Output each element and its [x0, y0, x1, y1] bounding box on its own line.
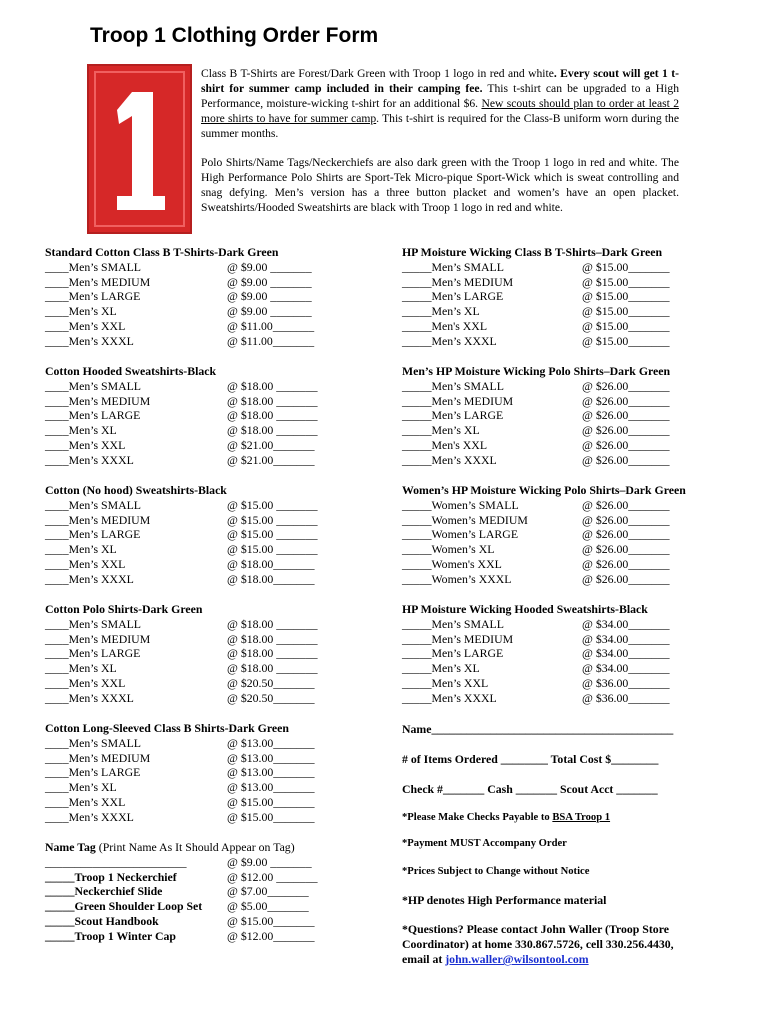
item-size-label: _____Women’s XL — [402, 542, 495, 557]
item-price: @ $15.00 _______ — [227, 497, 318, 512]
order-line-item[interactable] — [45, 810, 315, 825]
order-line-item[interactable] — [402, 423, 670, 438]
misc-item-price: @ $5.00_______ — [227, 899, 309, 914]
item-price: @ $26.00_______ — [582, 542, 670, 557]
order-line-item[interactable] — [45, 453, 318, 468]
item-price: @ $26.00_______ — [582, 408, 670, 423]
right-section-3 — [402, 602, 670, 706]
order-line-item[interactable] — [402, 260, 670, 275]
item-size-label: ____Men’s XXXL — [45, 333, 134, 348]
order-line-item[interactable] — [402, 676, 670, 691]
order-line-item[interactable] — [45, 408, 318, 423]
left-section-2 — [45, 483, 318, 587]
right-section-1 — [402, 364, 670, 468]
item-price: @ $34.00_______ — [582, 661, 670, 676]
order-line-item[interactable] — [402, 289, 670, 304]
item-size-label: ____Men’s SMALL — [45, 259, 142, 274]
order-line-item[interactable] — [402, 275, 670, 290]
order-line-item[interactable] — [45, 498, 318, 513]
item-size-label: _____Men’s XL — [402, 661, 480, 676]
intro-paragraph-2: Polo Shirts/Name Tags/Neckerchiefs are also dark green with the Troop 1 logo in red and white. The High Performance Polo Shirts are Sport-Tek Micro-pique Sport-Wick which is sweat controlling and snag defying. Men’s version has a three button placket and women’s have an open placket. Sweatshirts/Hooded Sweatshirts are black with Troop 1 logo in red and white. — [201, 156, 679, 214]
item-size-label: ____Men’s MEDIUM — [45, 750, 151, 765]
order-line-item[interactable] — [402, 542, 686, 557]
order-line-item[interactable] — [45, 795, 315, 810]
order-line-item[interactable] — [45, 765, 315, 780]
order-line-item[interactable] — [402, 379, 670, 394]
section-heading: HP Moisture Wicking Class B T-Shirts–Dark Green — [402, 245, 663, 259]
misc-item-label: _____Green Shoulder Loop Set — [45, 899, 203, 914]
order-line-item[interactable] — [45, 289, 314, 304]
item-size-label: ____Men’s MEDIUM — [45, 512, 151, 527]
item-size-label: ____Men’s XL — [45, 542, 117, 557]
item-price: @ $15.00_______ — [582, 259, 670, 274]
right-section-2 — [402, 483, 686, 587]
item-size-label: ____Men’s MEDIUM — [45, 393, 151, 408]
misc-item-price: @ $12.00_______ — [227, 928, 315, 943]
payment-method-field[interactable]: Check #_______ Cash _______ Scout Acct _______ — [402, 782, 658, 796]
item-size-label: _____Men’s XXXL — [402, 452, 497, 467]
item-price: @ $26.00_______ — [582, 571, 670, 586]
misc-item-label: _____Troop 1 Winter Cap — [45, 928, 176, 943]
item-price: @ $15.00_______ — [582, 318, 670, 333]
item-price: @ $9.00 _______ — [227, 304, 312, 319]
item-size-label: ____Men’s LARGE — [45, 527, 141, 542]
item-size-label: ____Men’s XXL — [45, 675, 126, 690]
item-price: @ $18.00 _______ — [227, 616, 318, 631]
payment-note: *Payment MUST Accompany Order — [402, 838, 567, 849]
order-line-item[interactable] — [402, 408, 670, 423]
item-price: @ $18.00 _______ — [227, 393, 318, 408]
misc-line-item[interactable] — [45, 870, 318, 885]
item-size-label: ____Men’s XXXL — [45, 571, 134, 586]
item-price: @ $13.00_______ — [227, 735, 315, 750]
item-price: @ $15.00_______ — [582, 304, 670, 319]
item-price: @ $15.00 _______ — [227, 542, 318, 557]
item-price: @ $18.00 _______ — [227, 423, 318, 438]
order-line-item[interactable] — [45, 513, 318, 528]
item-size-label: _____Men’s SMALL — [402, 616, 504, 631]
troop-1-patch-logo — [87, 64, 192, 234]
order-line-item[interactable] — [402, 632, 670, 647]
item-price: @ $26.00_______ — [582, 512, 670, 527]
order-line-item[interactable] — [45, 423, 318, 438]
order-line-item[interactable] — [45, 260, 314, 275]
item-price: @ $15.00_______ — [227, 809, 315, 824]
item-price: @ $15.00_______ — [582, 289, 670, 304]
order-line-item[interactable] — [402, 513, 686, 528]
item-price: @ $18.00 _______ — [227, 408, 318, 423]
item-size-label: ____Men’s SMALL — [45, 735, 142, 750]
order-line-item[interactable] — [45, 527, 318, 542]
item-price: @ $18.00_______ — [227, 571, 315, 586]
order-line-item[interactable] — [402, 453, 670, 468]
misc-line-item[interactable] — [45, 929, 318, 944]
item-size-label: ____Men’s XXL — [45, 437, 126, 452]
item-size-label: ____Men’s XXXL — [45, 809, 134, 824]
order-line-item[interactable] — [45, 632, 318, 647]
misc-item-price: @ $9.00 _______ — [227, 854, 312, 869]
order-line-item[interactable] — [402, 617, 670, 632]
item-price: @ $18.00 _______ — [227, 631, 318, 646]
order-line-item[interactable] — [45, 304, 314, 319]
order-line-item[interactable] — [45, 275, 314, 290]
item-price: @ $15.00 _______ — [227, 512, 318, 527]
item-size-label: ____Men’s XL — [45, 304, 117, 319]
order-line-item[interactable] — [402, 334, 670, 349]
item-size-label: _____Women’s LARGE — [402, 527, 519, 542]
item-price: @ $21.00_______ — [227, 437, 315, 452]
item-price: @ $13.00_______ — [227, 765, 315, 780]
order-line-item[interactable] — [45, 646, 318, 661]
item-size-label: _____Men’s LARGE — [402, 289, 504, 304]
section-heading: Women’s HP Moisture Wicking Polo Shirts–Dark Green — [402, 483, 686, 497]
item-price: @ $15.00_______ — [582, 333, 670, 348]
item-price: @ $18.00_______ — [227, 556, 315, 571]
section-heading: HP Moisture Wicking Hooded Sweatshirts-Black — [402, 602, 648, 616]
item-price: @ $15.00_______ — [227, 794, 315, 809]
order-line-item[interactable] — [402, 438, 670, 453]
items-total-field[interactable]: # of Items Ordered ________ Total Cost $________ — [402, 752, 659, 766]
order-line-item[interactable] — [45, 736, 315, 751]
item-price: @ $15.00 _______ — [227, 527, 318, 542]
item-size-label: _____Men’s SMALL — [402, 378, 504, 393]
item-price: @ $18.00 _______ — [227, 646, 318, 661]
left-section-0 — [45, 245, 314, 349]
item-size-label: ____Men’s SMALL — [45, 497, 142, 512]
order-line-item[interactable] — [45, 780, 315, 795]
section-heading: Cotton Long-Sleeved Class B Shirts-Dark Green — [45, 721, 289, 735]
misc-item-price: @ $15.00_______ — [227, 913, 315, 928]
item-price: @ $13.00_______ — [227, 780, 315, 795]
item-size-label: _____Men’s XXXL — [402, 690, 497, 705]
order-line-item[interactable] — [45, 691, 318, 706]
name-tag-heading: Name Tag (Print Name As It Should Appear on Tag) — [45, 840, 295, 854]
item-price: @ $36.00_______ — [582, 690, 670, 705]
order-line-item[interactable] — [45, 617, 318, 632]
item-size-label: ____Men’s XL — [45, 661, 117, 676]
checks-payable-note: *Please Make Checks Payable to BSA Troop 1 — [402, 812, 611, 823]
item-size-label: ____Men’s SMALL — [45, 616, 142, 631]
item-price: @ $26.00_______ — [582, 497, 670, 512]
item-price: @ $20.50_______ — [227, 690, 315, 705]
misc-line-item[interactable] — [45, 855, 318, 870]
item-size-label: _____Men’s SMALL — [402, 259, 504, 274]
order-line-item[interactable] — [45, 319, 314, 334]
item-price: @ $34.00_______ — [582, 616, 670, 631]
item-size-label: ____Men’s XXL — [45, 318, 126, 333]
order-line-item[interactable] — [402, 319, 670, 334]
item-size-label: _____Women’s SMALL — [402, 497, 519, 512]
item-price: @ $26.00_______ — [582, 378, 670, 393]
order-line-item[interactable] — [402, 661, 670, 676]
order-line-item[interactable] — [402, 498, 686, 513]
item-price: @ $13.00_______ — [227, 750, 315, 765]
item-price: @ $26.00_______ — [582, 423, 670, 438]
item-size-label: _____Men’s XXXL — [402, 333, 497, 348]
item-size-label: _____Men’s MEDIUM — [402, 274, 514, 289]
order-line-item[interactable] — [402, 646, 670, 661]
misc-item-label: _____Troop 1 Neckerchief — [45, 869, 177, 884]
order-line-item[interactable] — [402, 691, 670, 706]
page-title: Troop 1 Clothing Order Form — [90, 24, 379, 47]
misc-items-section — [45, 840, 318, 944]
section-heading: Cotton (No hood) Sweatshirts-Black — [45, 483, 227, 497]
item-size-label: _____Women’s XXXL — [402, 571, 512, 586]
item-size-label: ____Men’s XXL — [45, 556, 126, 571]
item-price: @ $15.00_______ — [582, 274, 670, 289]
left-section-1 — [45, 364, 318, 468]
item-size-label: ____Men’s LARGE — [45, 289, 141, 304]
order-line-item[interactable] — [402, 304, 670, 319]
item-size-label: ____Men’s XL — [45, 780, 117, 795]
item-price: @ $20.50_______ — [227, 675, 315, 690]
item-price: @ $18.00 _______ — [227, 661, 318, 676]
item-price: @ $26.00_______ — [582, 527, 670, 542]
item-size-label: _____Men’s XL — [402, 304, 480, 319]
item-size-label: ____Men’s LARGE — [45, 765, 141, 780]
item-size-label: ____Men’s XXXL — [45, 690, 134, 705]
left-section-4 — [45, 721, 315, 825]
item-price: @ $26.00_______ — [582, 437, 670, 452]
item-size-label: ____Men’s MEDIUM — [45, 274, 151, 289]
item-size-label: ____Men’s LARGE — [45, 646, 141, 661]
prices-note: *Prices Subject to Change without Notice — [402, 866, 590, 877]
contact-email-link[interactable]: john.waller@wilsontool.com — [445, 952, 589, 966]
item-size-label: _____Men’s XL — [402, 423, 480, 438]
item-size-label: ____Men’s XL — [45, 423, 117, 438]
item-size-label: _____Men’s LARGE — [402, 408, 504, 423]
item-size-label: ____Men’s XXL — [45, 794, 126, 809]
item-price: @ $36.00_______ — [582, 675, 670, 690]
misc-line-item[interactable] — [45, 884, 318, 899]
section-heading: Cotton Polo Shirts-Dark Green — [45, 602, 203, 616]
contact-note: *Questions? Please contact John Waller (Troop Store Coordinator) at home 330.867.5726, cell 330.256.4430, email at john.waller@wilsontool.com — [402, 922, 674, 966]
misc-item-price: @ $12.00 _______ — [227, 869, 318, 884]
intro-paragraph-1: Class B T-Shirts are Forest/Dark Green with Troop 1 logo in red and white. Every scout will get 1 t-shirt for summer camp included in their camping fee. This t-shirt can be upgraded to a High Performance, moisture-wicking t-shirt for an additional $6. New scouts should plan to order at least 2 more shirts to have for summer camp. This t-shirt is required for the Class-B uniform worn during the summer months. — [201, 67, 679, 140]
order-line-item[interactable] — [45, 557, 318, 572]
order-line-item[interactable] — [45, 572, 318, 587]
item-size-label: ____Men’s SMALL — [45, 378, 142, 393]
item-price: @ $21.00_______ — [227, 452, 315, 467]
item-size-label: _____Men's XXL — [402, 318, 488, 333]
order-line-item[interactable] — [45, 751, 315, 766]
misc-item-label: ________________________ — [45, 854, 187, 869]
item-size-label: _____Women's XXL — [402, 556, 502, 571]
right-section-0 — [402, 245, 670, 349]
item-size-label: _____Men’s MEDIUM — [402, 393, 514, 408]
misc-line-item[interactable] — [45, 914, 318, 929]
item-price: @ $26.00_______ — [582, 556, 670, 571]
order-line-item[interactable] — [402, 557, 686, 572]
misc-item-label: _____Neckerchief Slide — [45, 884, 163, 899]
order-line-item[interactable] — [402, 394, 670, 409]
section-heading: Cotton Hooded Sweatshirts-Black — [45, 364, 217, 378]
item-size-label: ____Men’s LARGE — [45, 408, 141, 423]
item-price: @ $34.00_______ — [582, 646, 670, 661]
item-price: @ $9.00 _______ — [227, 289, 312, 304]
item-price: @ $9.00 _______ — [227, 259, 312, 274]
item-size-label: _____Men’s MEDIUM — [402, 631, 514, 646]
item-size-label: _____Men’s LARGE — [402, 646, 504, 661]
misc-item-label: _____Scout Handbook — [45, 913, 159, 928]
item-size-label: _____Men’s XXL — [402, 675, 489, 690]
order-line-item[interactable] — [45, 438, 318, 453]
order-line-item[interactable] — [402, 572, 686, 587]
item-size-label: ____Men’s XXXL — [45, 452, 134, 467]
section-heading: Men’s HP Moisture Wicking Polo Shirts–Dark Green — [402, 364, 671, 378]
name-field[interactable]: Name_________________________________________ — [402, 722, 674, 736]
item-size-label: _____Men's XXL — [402, 437, 488, 452]
section-heading: Standard Cotton Class B T-Shirts-Dark Green — [45, 245, 279, 259]
left-section-3 — [45, 602, 318, 706]
item-price: @ $11.00_______ — [227, 333, 315, 348]
item-size-label: _____Women’s MEDIUM — [402, 512, 528, 527]
item-price: @ $34.00_______ — [582, 631, 670, 646]
misc-item-price: @ $7.00_______ — [227, 884, 309, 899]
order-line-item[interactable] — [45, 379, 318, 394]
item-price: @ $18.00 _______ — [227, 378, 318, 393]
order-line-item[interactable] — [45, 542, 318, 557]
item-price: @ $26.00_______ — [582, 393, 670, 408]
hp-note: *HP denotes High Performance material — [402, 893, 607, 907]
order-line-item[interactable] — [45, 661, 318, 676]
order-line-item[interactable] — [45, 394, 318, 409]
item-price: @ $11.00_______ — [227, 318, 315, 333]
order-line-item[interactable] — [45, 676, 318, 691]
item-size-label: ____Men’s MEDIUM — [45, 631, 151, 646]
misc-line-item[interactable] — [45, 899, 318, 914]
intro-text — [201, 66, 679, 229]
item-price: @ $26.00_______ — [582, 452, 670, 467]
order-line-item[interactable] — [402, 527, 686, 542]
item-price: @ $9.00 _______ — [227, 274, 312, 289]
order-line-item[interactable] — [45, 334, 314, 349]
